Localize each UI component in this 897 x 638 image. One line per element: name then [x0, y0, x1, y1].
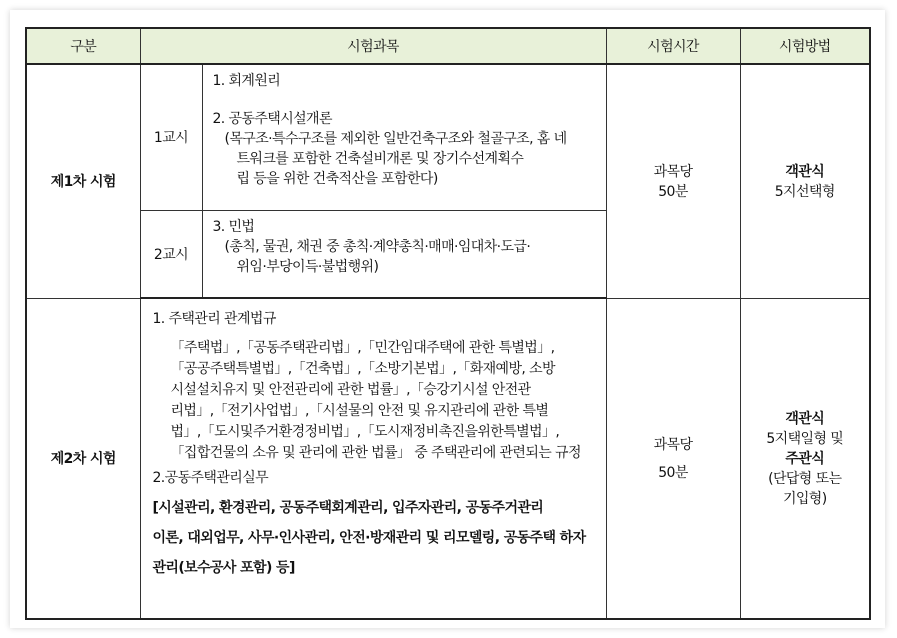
first-exam-time — [606, 64, 740, 298]
subject-line: 립 등을 위한 건축적산을 포함한다) — [236, 171, 438, 187]
subject-line: 법」,「도시및주거환경정비법」,「도시재정비촉진을위한특별법」, — [170, 424, 560, 440]
period1-subjects — [202, 64, 606, 210]
subject-line: (총칙, 물권, 채권 중 총칙·계약총칙·매매·임대차·도급· — [224, 238, 531, 255]
table-row-second-exam — [26, 298, 870, 619]
period2-subjects — [202, 210, 606, 298]
subject-line: 3. 민법 — [212, 218, 255, 235]
table-row-first-exam-period1 — [26, 64, 870, 210]
second-exam-subjects — [140, 298, 606, 619]
period1-label: 1교시 — [140, 64, 202, 210]
first-exam-label: 제1차 시험 — [26, 64, 140, 298]
subject-line: 「공공주택특별법」,「건축법」,「소방기본법」,「화재예방, 소방 — [170, 361, 555, 377]
subject-line: 2. 공동주택시설개론 — [212, 111, 332, 127]
table-header-row — [26, 28, 870, 64]
subject-line: [시설관리, 환경관리, 공동주택회계관리, 입주자관리, 공동주거관리 — [152, 500, 544, 516]
subject-line: 「집합건물의 소유 및 관리에 관한 법률」 중 주택관리에 관련되는 규정 — [170, 445, 581, 461]
subject-line: 「주택법」,「공동주택관리법」,「민간임대주택에 관한 특별법」, — [170, 340, 555, 356]
subject-line: 시설설치유지 및 안전관리에 관한 법률」,「승강기시설 안전관 — [170, 382, 531, 398]
first-exam-method — [740, 64, 870, 298]
time-line: 50분 — [658, 465, 688, 482]
subject-line: 1. 주택관리 관계법규 — [152, 311, 276, 327]
header-time: 시험시간 — [606, 28, 740, 64]
header-method: 시험방법 — [740, 28, 870, 64]
subject-line: (목구조·특수구조를 제외한 일반건축구조와 철골구조, 홈 네 — [224, 131, 567, 147]
exam-subjects-table — [25, 27, 871, 620]
subject-line: 2.공동주택관리실무 — [152, 470, 269, 486]
subject-line: 트워크를 포함한 건축설비개론 및 장기수선계획수 — [236, 151, 524, 167]
header-category: 구분 — [26, 28, 140, 64]
content-card — [10, 10, 885, 628]
subject-line: 이론, 대외업무, 사무·인사관리, 안전·방재관리 및 리모델링, 공동주택 하자 — [152, 530, 586, 546]
method-line: (단답형 또는 — [768, 471, 842, 488]
time-line: 과목당 — [653, 437, 693, 454]
subject-line: 관리(보수공사 포함) 등] — [152, 560, 295, 576]
subject-line: 위임·부당이득·불법행위) — [236, 258, 379, 275]
method-line: 5지선택형 — [774, 184, 835, 201]
method-line: 기입형) — [782, 491, 827, 508]
method-line: 5지택일형 및 — [766, 431, 844, 448]
period2-label: 2교시 — [140, 210, 202, 298]
subject-line: 1. 회계원리 — [212, 73, 281, 89]
second-exam-time — [606, 298, 740, 619]
header-subjects: 시험과목 — [140, 28, 606, 64]
time-line: 50분 — [658, 184, 688, 201]
second-exam-method — [740, 298, 870, 619]
second-exam-label: 제2차 시험 — [26, 298, 140, 619]
method-line: 주관식 — [785, 451, 825, 468]
subject-line: 리법」,「전기사업법」,「시설물의 안전 및 유지관리에 관한 특별 — [170, 403, 549, 419]
method-line: 객관식 — [785, 164, 825, 181]
method-line: 객관식 — [785, 411, 825, 428]
time-line: 과목당 — [653, 164, 693, 181]
